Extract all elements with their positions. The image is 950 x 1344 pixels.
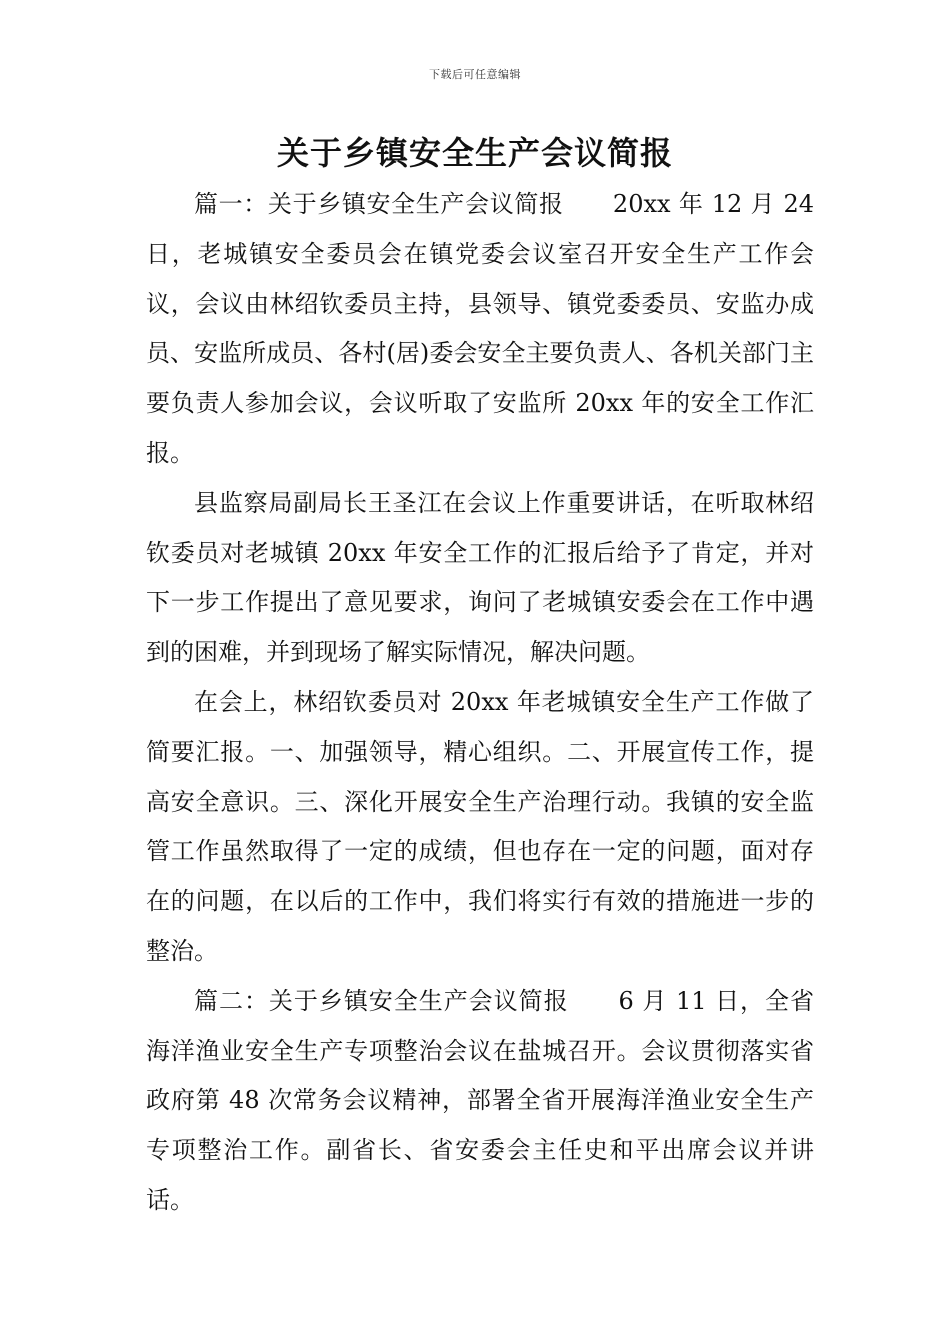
header-note: 下载后可任意编辑	[429, 68, 521, 81]
paragraph-1: 篇一：关于乡镇安全生产会议简报 20xx 年 12 月 24 日，老城镇安全委员会在镇党委会议室召开安全生产工作会议，会议由林绍钦委员主持，县领导、镇党委委员、安监办成员、安监所成员、各村(居)委会安全主要负责人、各机关部门主要负责人参加会议，会议听取了安监所 20xx 年的安全工作汇报。	[146, 190, 814, 467]
document-title: 关于乡镇安全生产会议简报	[276, 134, 673, 172]
paragraph-2: 县监察局副局长王圣江在会议上作重要讲话，在听取林绍钦委员对老城镇 20xx 年安全工作的汇报后给予了肯定，并对下一步工作提出了意见要求，询问了老城镇安委会在工作中遇到的困难，并到现场了解实际情况，解决问题。	[146, 488, 814, 667]
paragraph-3: 在会上，林绍钦委员对 20xx 年老城镇安全生产工作做了简要汇报。一、加强领导，精心组织。二、开展宣传工作，提高安全意识。三、深化开展安全生产治理行动。我镇的安全监管工作虽然取得了一定的成绩，但也存在一定的问题，面对存在的问题，在以后的工作中，我们将实行有效的措施进一步的整治。	[146, 687, 814, 965]
document-body	[146, 180, 814, 1226]
paragraph-4: 篇二：关于乡镇安全生产会议简报 6 月 11 日，全省海洋渔业安全生产专项整治会议在盐城召开。会议贯彻落实省政府第 48 次常务会议精神，部署全省开展海洋渔业安全生产专项整治工作。副省长、省安委会主任史和平出席会议并讲话。	[146, 986, 814, 1214]
